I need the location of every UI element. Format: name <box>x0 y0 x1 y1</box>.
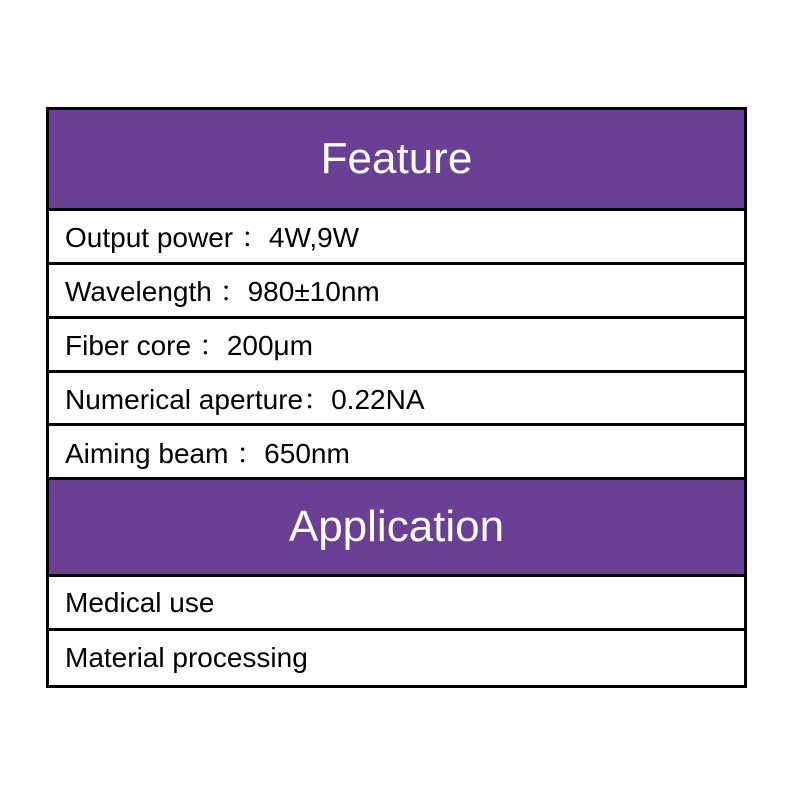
feature-row-wavelength: Wavelength ：980±10nm <box>49 265 744 319</box>
feature-row-aiming-beam: Aiming beam ：650nm <box>49 426 744 480</box>
feature-row-fiber-core: Fiber core ：200μm <box>49 319 744 373</box>
spec-table <box>46 107 747 688</box>
application-row-material-processing: Material processing <box>65 642 308 674</box>
feature-row-output-power: Output power ：4W,9W <box>49 211 744 265</box>
feature-row-numerical-aperture: Numerical aperture：0.22NA <box>49 373 744 427</box>
application-header: Application <box>49 480 744 577</box>
application-row-medical-use: Medical use <box>49 577 744 631</box>
feature-header: Feature <box>49 110 744 211</box>
